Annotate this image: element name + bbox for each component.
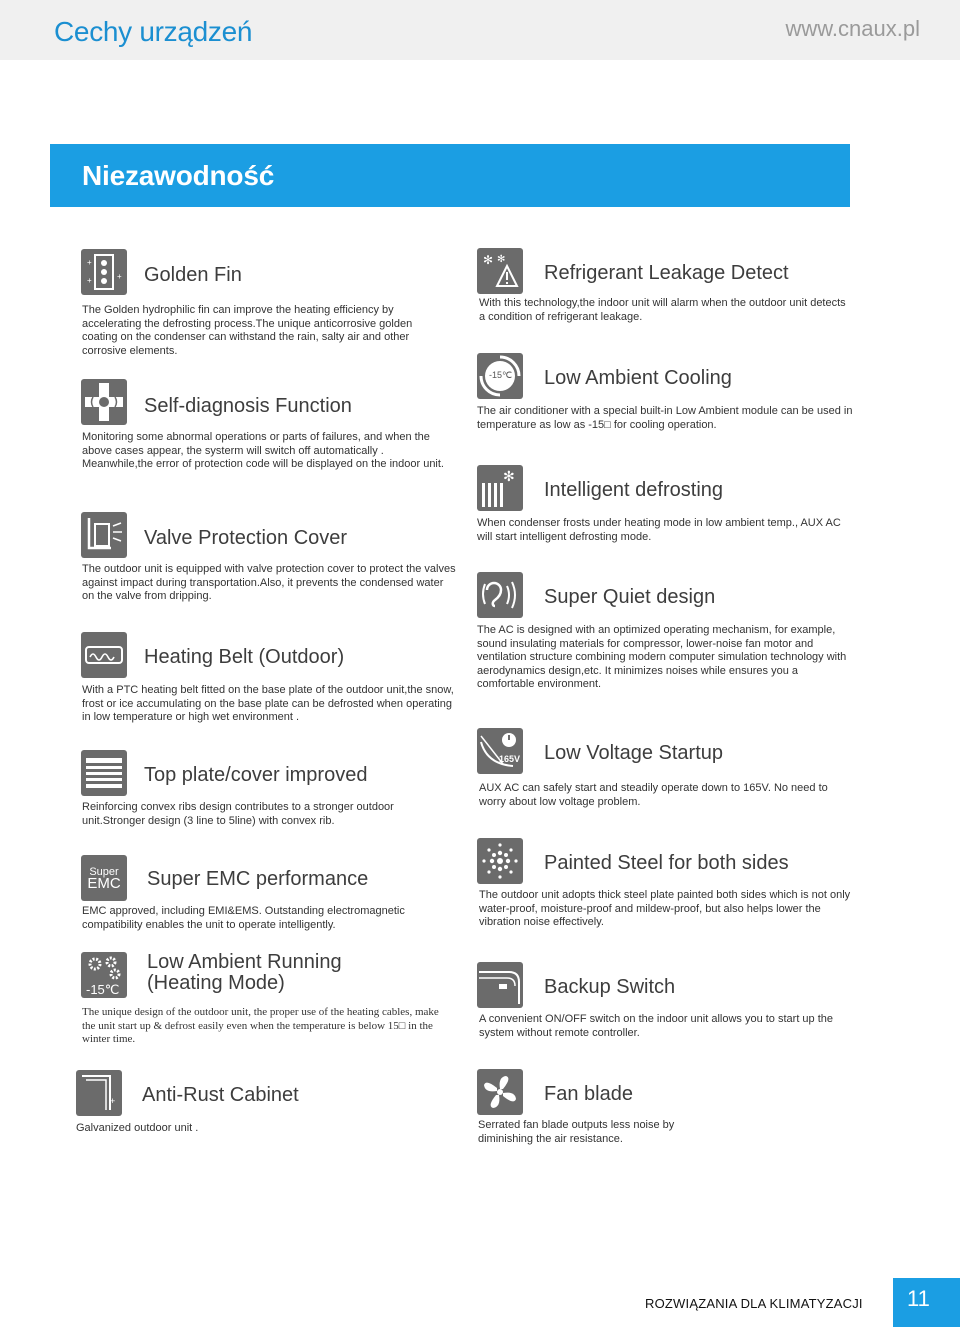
top-plate-icon <box>81 750 127 796</box>
section-title: Niezawodność <box>82 160 275 191</box>
feature-refrigerant-leak <box>477 248 857 338</box>
feature-title: Backup Switch <box>544 976 676 998</box>
svg-text:+: + <box>87 258 92 267</box>
page-title: Cechy urządzeń <box>54 16 253 47</box>
feature-title: Low Voltage Startup <box>544 742 724 764</box>
low-ambient-icon <box>477 353 523 399</box>
feature-anti-rust <box>76 1070 456 1140</box>
feature-title: Super EMC performance <box>147 868 369 890</box>
page-number: 11 <box>907 1286 930 1311</box>
gears-icon <box>81 952 127 998</box>
ear-icon <box>477 572 523 618</box>
feature-title: Anti-Rust Cabinet <box>142 1084 299 1106</box>
top-bar <box>0 0 960 60</box>
feature-low-ambient-cooling <box>477 353 857 443</box>
feature-title: Valve Protection Cover <box>144 527 348 549</box>
feature-title <box>147 952 342 994</box>
feature-self-diagnosis <box>81 379 461 489</box>
feature-golden-fin <box>81 249 461 359</box>
svg-text:✻: ✻ <box>483 253 494 267</box>
feature-title: Super Quiet design <box>544 586 716 608</box>
feature-description: AUX AC can safely start and steadily operate down to 165V. No need to worry about low voltage problem. <box>479 782 828 808</box>
feature-description: The outdoor unit is equipped with valve protection cover to protect the valves against impact during transportation.Also, it prevents the condensed water on the valve from dripping. <box>82 563 456 603</box>
self-diagnosis-icon <box>81 379 127 425</box>
gears-icon-label: -15℃ <box>86 982 120 997</box>
feature-title: Intelligent defrosting <box>544 479 724 501</box>
feature-description: Monitoring some abnormal operations or parts of failures, and when the above cases appear, the systerm will switch off automatically . Meanwhile,the error of protection code will be displayed on the indoor unit. <box>82 431 444 471</box>
feature-title: Fan blade <box>544 1083 633 1105</box>
feature-title-line1: Low Ambient Running <box>147 951 342 973</box>
feature-description: The AC is designed with an optimized operating mechanism, for example, sound insulating materials for compressor, lower-noise fan motor and ventilation structure combining modern computer simulation technology with aerodynamics design,etc. It minimizes noises while ensures you a comfortable environment. <box>477 624 847 691</box>
feature-top-plate <box>81 750 461 840</box>
footer-text: ROZWIĄZANIA DLA KLIMATYZACJI <box>645 1296 863 1311</box>
heating-belt-icon <box>81 632 127 678</box>
page-number-box <box>893 1278 960 1327</box>
feature-super-emc <box>81 855 461 935</box>
emc-icon <box>81 855 127 901</box>
feature-description: The air conditioner with a special built-in Low Ambient module can be used in temperature as low as -15□ for cooling operation. <box>477 405 853 431</box>
golden-fin-icon <box>81 249 127 295</box>
feature-fan-blade <box>477 1069 857 1149</box>
svg-text:✻: ✻ <box>503 468 515 484</box>
feature-description: Serrated fan blade outputs less noise by diminishing the air resistance. <box>478 1119 675 1145</box>
svg-text:+: + <box>87 276 92 285</box>
feature-low-ambient-running <box>81 952 461 1052</box>
feature-title: Golden Fin <box>144 264 242 286</box>
feature-title: Painted Steel for both sides <box>544 852 789 874</box>
feature-description: The outdoor unit adopts thick steel plate painted both sides which is not only water-proof, moisture-proof and mildew-proof, but also helps lower the vibration noise effectively. <box>479 889 851 929</box>
feature-description: Galvanized outdoor unit . <box>76 1122 199 1134</box>
feature-description: With a PTC heating belt fitted on the base plate of the outdoor unit,the snow, frost or ice accumulating on the base plate can be defrosted when operating in low temperature or high wet environment . <box>82 684 454 724</box>
feature-title: Heating Belt (Outdoor) <box>144 646 345 668</box>
section-banner <box>50 144 850 207</box>
feature-description: With this technology,the indoor unit will alarm when the outdoor unit detects a condition of refrigerant leakage. <box>479 297 846 323</box>
feature-description: The unique design of the outdoor unit, the proper use of the heating cables, make the unit start up & defrost easily even when the temperature is below 15□ in the winter time. <box>82 1006 439 1046</box>
feature-intelligent-defrosting <box>477 465 857 555</box>
feature-description: The Golden hydrophilic fin can improve the heating efficiency by accelerating the defrosting process.The unique anticorrosive golden coating on the condenser can withstand the rain, salty air and other corrosive elements. <box>82 304 413 357</box>
feature-valve-protection <box>81 512 461 612</box>
emc-icon-text-super: Super <box>89 866 119 878</box>
emc-icon-text-emc: EMC <box>87 875 121 892</box>
fan-icon <box>477 1069 523 1115</box>
svg-text:+: + <box>110 1096 116 1106</box>
svg-text:✻: ✻ <box>497 254 506 265</box>
feature-title: Self-diagnosis Function <box>144 395 352 417</box>
svg-text:+: + <box>117 272 122 281</box>
valve-cover-icon <box>81 512 127 558</box>
feature-title: Refrigerant Leakage Detect <box>544 262 789 284</box>
power-icon-label: 165V <box>499 754 521 764</box>
painted-steel-icon <box>477 838 523 884</box>
feature-description: A convenient ON/OFF switch on the indoor unit allows you to start up the system without remote controller. <box>479 1013 834 1039</box>
feature-description: Reinforcing convex ribs design contributes to a stronger outdoor unit.Stronger design (3 line to 5line) with convex rib. <box>82 801 394 827</box>
feature-super-quiet <box>477 572 857 702</box>
feature-title: Top plate/cover improved <box>144 764 368 786</box>
feature-title: Low Ambient Cooling <box>544 367 732 389</box>
feature-description: EMC approved, including EMI&EMS. Outstanding electromagnetic compatibility enables the unit to operate intelligently. <box>82 905 405 931</box>
feature-title-line2: (Heating Mode) <box>147 972 285 994</box>
cabinet-icon <box>76 1070 122 1116</box>
defrost-icon <box>477 465 523 511</box>
low-ambient-icon-label: -15℃ <box>489 370 513 380</box>
feature-low-voltage <box>477 728 857 818</box>
power-icon <box>477 728 523 774</box>
leak-warning-icon <box>477 248 523 294</box>
backup-switch-icon <box>477 962 523 1008</box>
feature-backup-switch <box>477 962 857 1052</box>
feature-description: When condenser frosts under heating mode in low ambient temp., AUX AC will start intelligent defrosting mode. <box>477 517 841 543</box>
site-url: www.cnaux.pl <box>785 16 920 41</box>
feature-painted-steel <box>477 838 857 938</box>
feature-heating-belt <box>81 632 461 732</box>
